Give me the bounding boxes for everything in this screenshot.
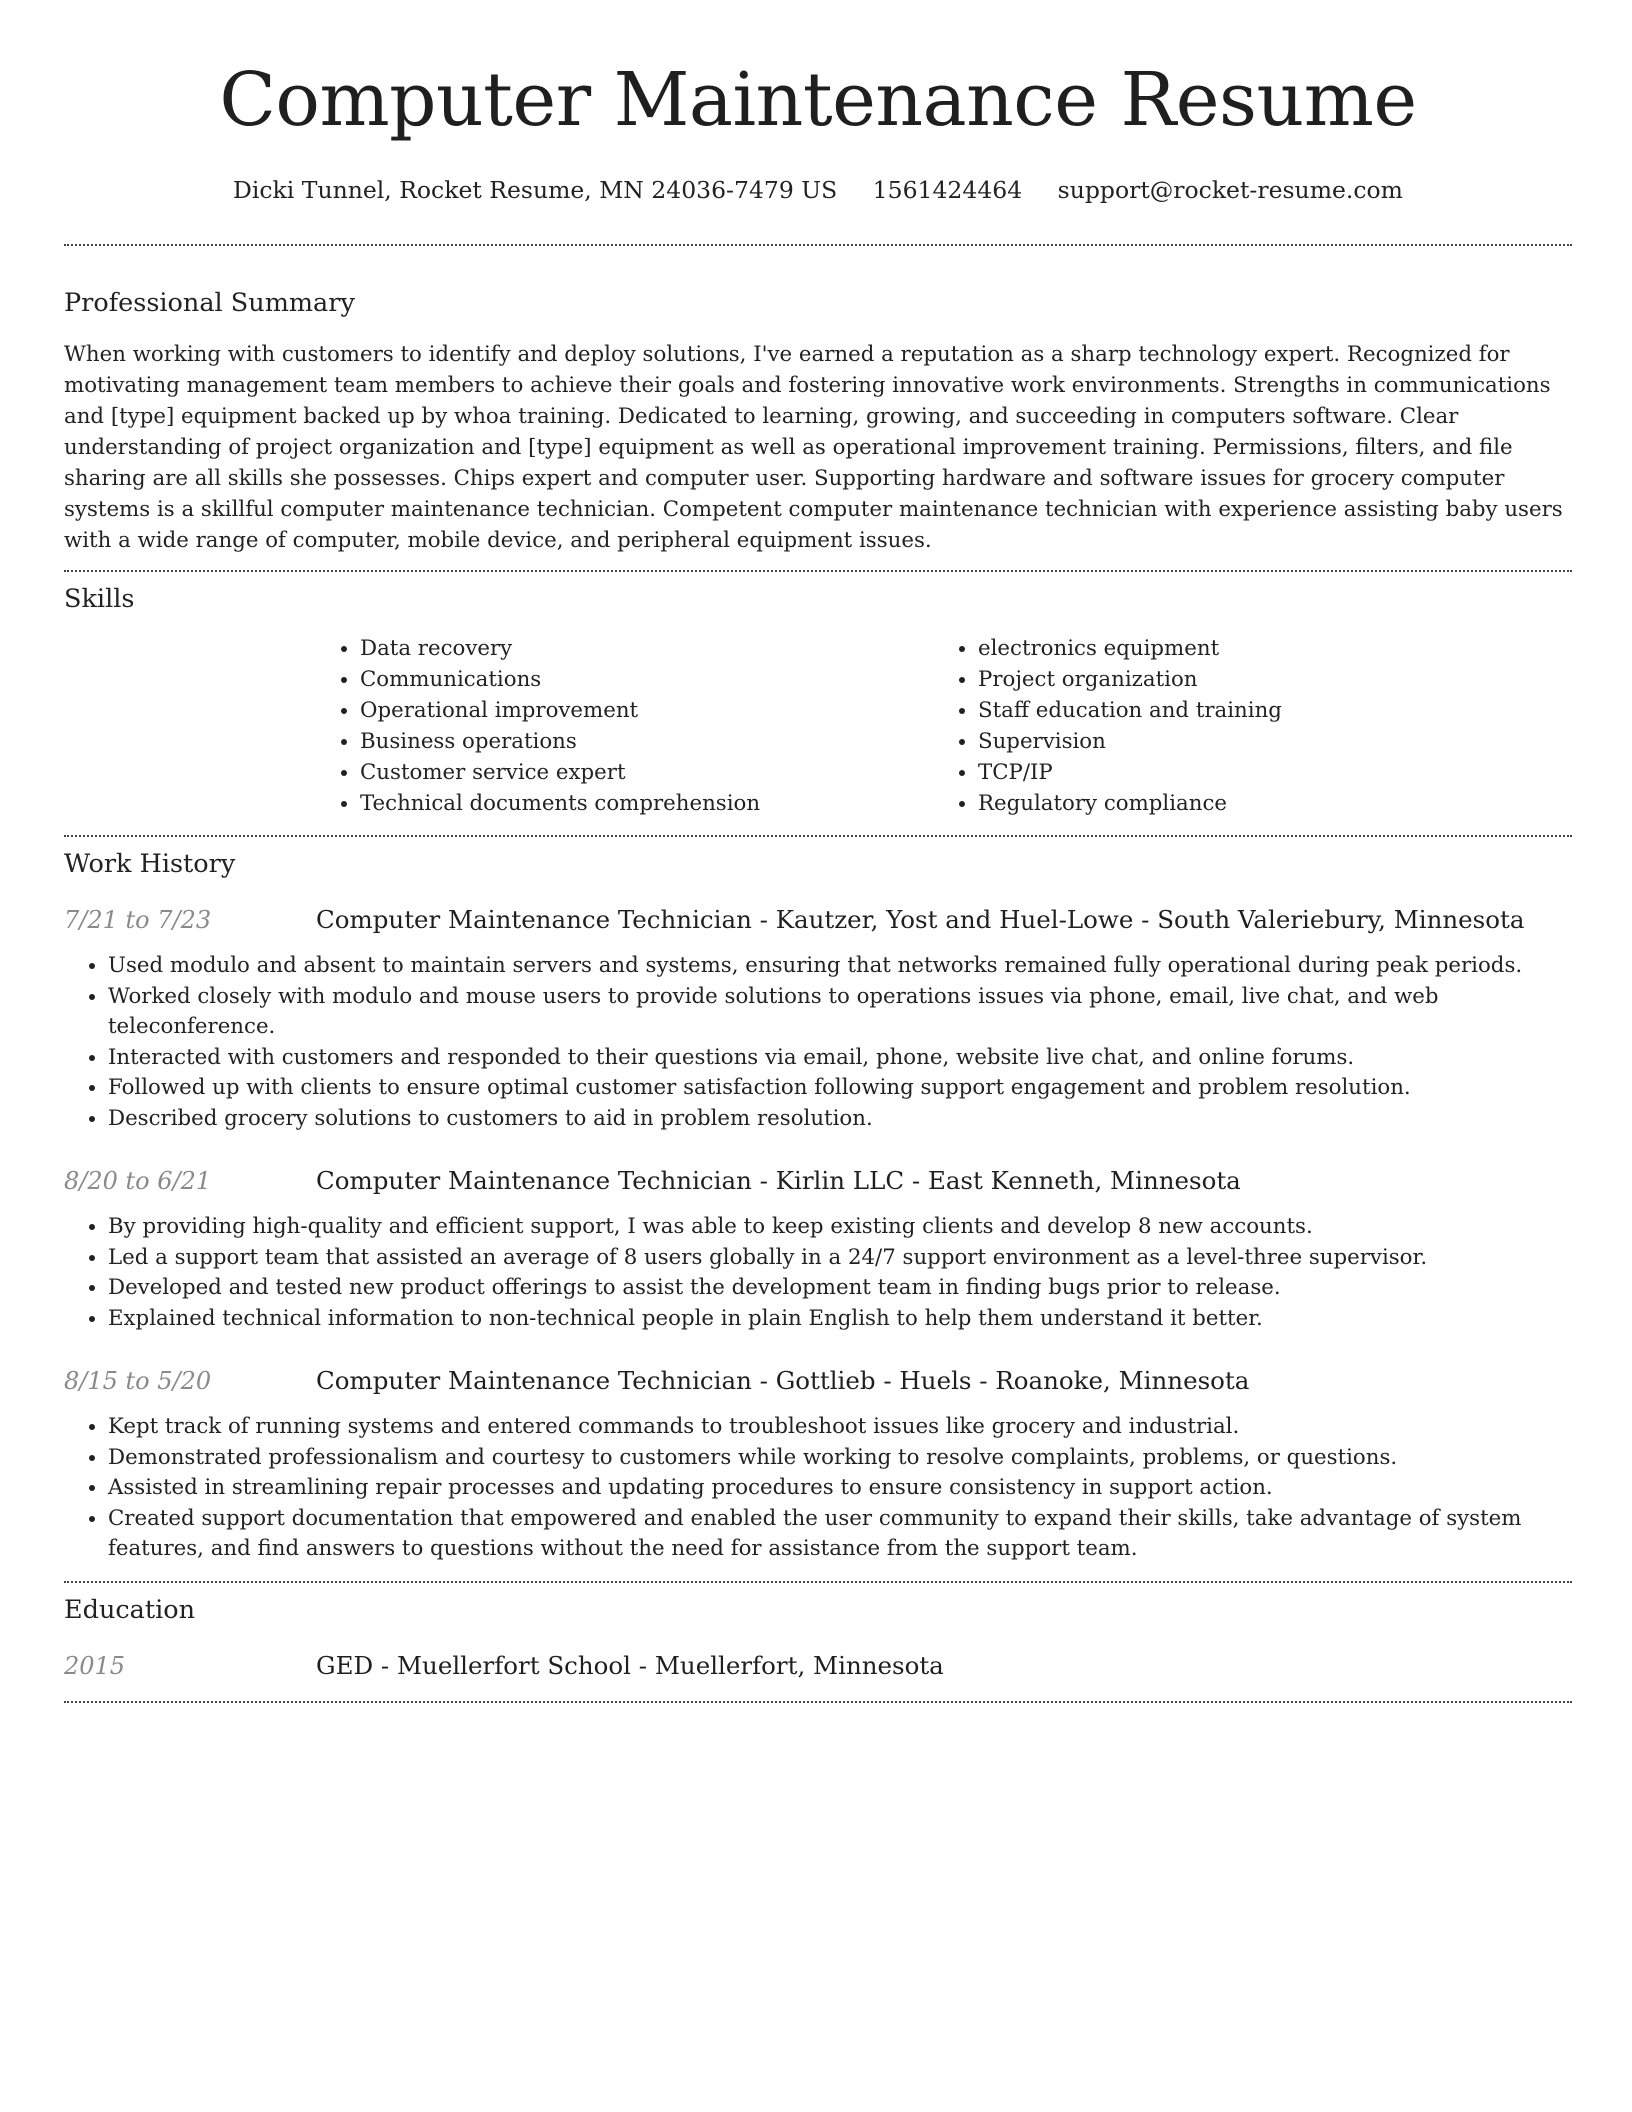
divider — [64, 244, 1572, 246]
summary-heading: Professional Summary — [64, 288, 355, 318]
job-dates: 8/20 to 6/21 — [64, 1167, 212, 1195]
skill-item: • Business operations — [360, 726, 934, 757]
job-bullet: • Kept track of running systems and entered commands to troubleshoot issues like grocery and industrial. — [108, 1412, 1572, 1443]
job-title: Computer Maintenance Technician - Kirlin LLC - East Kenneth, Minnesota — [316, 1166, 1241, 1195]
skill-item: • Technical documents comprehension — [360, 788, 934, 819]
job-bullet: • Described grocery solutions to customers to aid in problem resolution. — [108, 1104, 1572, 1135]
resume-page — [64, 0, 1572, 1703]
skill-item: • TCP/IP — [978, 757, 1552, 788]
skill-item: • Customer service expert — [360, 757, 934, 788]
contact-email: support@rocket-resume.com — [1057, 176, 1403, 204]
job-bullets — [64, 1412, 1572, 1565]
job-bullet: • Explained technical information to non-technical people in plain English to help them understand it better. — [108, 1304, 1572, 1335]
job-bullets — [64, 1212, 1572, 1334]
job-bullet: • Worked closely with modulo and mouse users to provide solutions to operations issues via phone, email, live chat, and web teleconference. — [108, 982, 1572, 1043]
job-bullet: • Demonstrated professionalism and courtesy to customers while working to resolve complaints, problems, or questions. — [108, 1443, 1572, 1474]
contact-line — [64, 174, 1572, 206]
job-bullet: • Created support documentation that empowered and enabled the user community to expand their skills, take advantage of system features, and find answers to questions without the need for assistance from the support team. — [108, 1504, 1572, 1565]
job-bullet: • Interacted with customers and responded to their questions via email, phone, website live chat, and online forums. — [108, 1043, 1572, 1074]
job-entry — [64, 1364, 1572, 1565]
work-heading: Work History — [64, 849, 236, 879]
resume-title: Computer Maintenance Resume — [219, 57, 1417, 143]
skills-section — [64, 582, 1572, 819]
skill-item: • Staff education and training — [978, 695, 1552, 726]
job-entry — [64, 903, 1572, 1134]
education-section — [64, 1593, 1572, 1683]
education-entry — [64, 1649, 1572, 1683]
skill-item: • Supervision — [978, 726, 1552, 757]
job-bullets — [64, 951, 1572, 1134]
summary-section — [64, 286, 1572, 556]
skill-item: • Project organization — [978, 664, 1552, 695]
job-bullet: • Used modulo and absent to maintain servers and systems, ensuring that networks remained fully operational during peak periods. — [108, 951, 1572, 982]
job-title: Computer Maintenance Technician - Gottlieb - Huels - Roanoke, Minnesota — [316, 1366, 1250, 1395]
skills-column-left — [316, 633, 934, 819]
job-bullet: • Developed and tested new product offerings to assist the development team in finding bugs prior to release. — [108, 1273, 1572, 1304]
education-year: 2015 — [64, 1651, 126, 1680]
skill-item: • Regulatory compliance — [978, 788, 1552, 819]
job-header — [64, 1364, 1572, 1398]
skills-list — [316, 633, 1572, 819]
skill-item: • Operational improvement — [360, 695, 934, 726]
job-header — [64, 1164, 1572, 1198]
job-dates: 7/21 to 7/23 — [64, 906, 212, 934]
job-bullet: • Followed up with clients to ensure optimal customer satisfaction following support engagement and problem resolution. — [108, 1073, 1572, 1104]
work-section — [64, 847, 1572, 1565]
job-dates: 8/15 to 5/20 — [64, 1367, 212, 1395]
skills-column-right — [934, 633, 1552, 819]
skill-item: • Data recovery — [360, 633, 934, 664]
job-bullet: • Assisted in streamlining repair processes and updating procedures to ensure consistency in support action. — [108, 1473, 1572, 1504]
skills-heading: Skills — [64, 584, 135, 614]
job-bullet: • By providing high-quality and efficient support, I was able to keep existing clients and develop 8 new accounts. — [108, 1212, 1572, 1243]
contact-phone: 1561424464 — [872, 176, 1023, 204]
job-entry — [64, 1164, 1572, 1334]
divider — [64, 835, 1572, 837]
skill-item: • electronics equipment — [978, 633, 1552, 664]
job-title: Computer Maintenance Technician - Kautzer, Yost and Huel-Lowe - South Valeriebury, Minnesota — [316, 905, 1525, 934]
skill-item: • Communications — [360, 664, 934, 695]
summary-text: When working with customers to identify and deploy solutions, I've earned a reputation as a sharp technology expert. Recognized for motivating management team members to achieve their goals and fostering innovative work environments. Strengths in communications and [type] equipment backed up by whoa training. Dedicated to learning, growing, and succeeding in computers software. Clear understanding of project organization and [type] equipment as well as operational improvement training. Permissions, filters, and file sharing are all skills she possesses. Chips expert and computer user. Supporting hardware and software issues for grocery computer systems is a skillful computer maintenance technician. Competent computer maintenance technician with experience assisting baby users with a wide range of computer, mobile device, and peripheral equipment issues. — [64, 342, 1563, 553]
education-heading: Education — [64, 1594, 196, 1625]
education-detail: GED - Muellerfort School - Muellerfort, Minnesota — [316, 1650, 944, 1680]
divider — [64, 570, 1572, 572]
divider — [64, 1701, 1572, 1703]
job-bullet: • Led a support team that assisted an average of 8 users globally in a 24/7 support environment as a level-three supervisor. — [108, 1243, 1572, 1274]
contact-address: Dicki Tunnel, Rocket Resume, MN 24036-7479 US — [233, 176, 838, 204]
divider — [64, 1581, 1572, 1583]
job-header — [64, 903, 1572, 937]
